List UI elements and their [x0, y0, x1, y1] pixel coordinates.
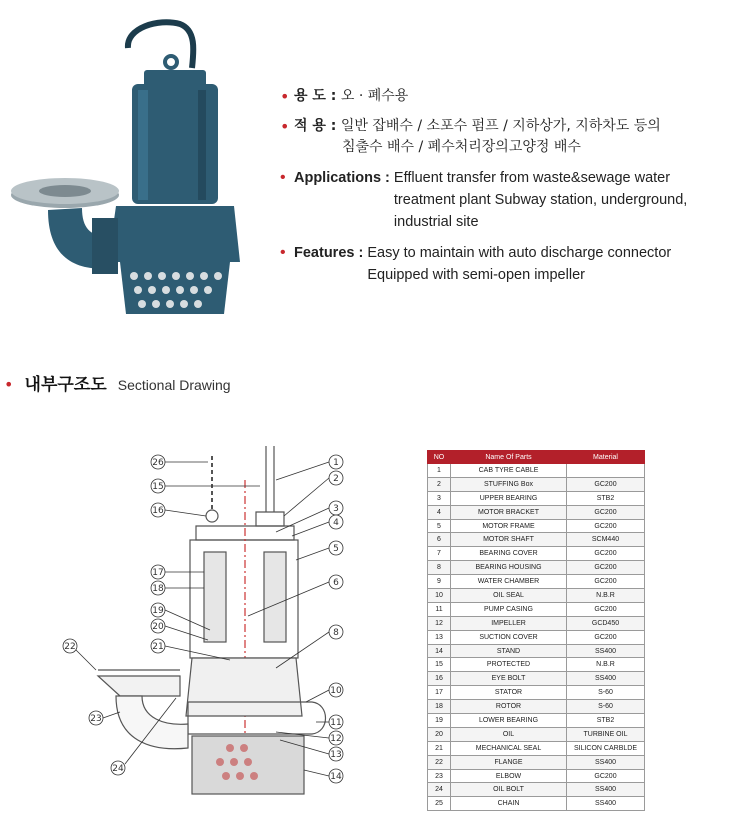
svg-text:23: 23 [90, 714, 102, 724]
callout-10 [306, 683, 343, 702]
bullet-icon: • [280, 169, 286, 186]
cell-material: GC200 [567, 561, 645, 575]
bullet-icon: • [4, 375, 14, 394]
table-row [428, 783, 645, 797]
table-row [428, 505, 645, 519]
cell-material: N.B.R [567, 589, 645, 603]
applications-line: treatment plant Subway station, underground, [393, 192, 688, 208]
svg-text:20: 20 [152, 622, 164, 632]
cell-no: 13 [428, 630, 451, 644]
cell-no: 3 [428, 491, 451, 505]
usage-label: 용 도 : [294, 88, 337, 104]
cell-material: S-60 [567, 700, 645, 714]
features-label: Features : [294, 245, 364, 261]
table-row [428, 686, 645, 700]
cell-name: STATOR [451, 686, 567, 700]
spec-list [278, 86, 733, 295]
cell-no: 24 [428, 783, 451, 797]
table-row [428, 700, 645, 714]
cell-material: GC200 [567, 575, 645, 589]
spec-application-ko [278, 116, 733, 158]
cell-material: GC200 [567, 602, 645, 616]
svg-text:24: 24 [112, 764, 124, 774]
usage-value: 오 · 폐수용 [340, 88, 409, 104]
table-row [428, 589, 645, 603]
cell-material: GC200 [567, 630, 645, 644]
cell-no: 12 [428, 616, 451, 630]
table-row [428, 533, 645, 547]
cell-no: 2 [428, 477, 451, 491]
table-row [428, 727, 645, 741]
cell-no: 20 [428, 727, 451, 741]
spec-applications [278, 167, 733, 233]
svg-text:4: 4 [333, 518, 339, 528]
cell-material: SS400 [567, 783, 645, 797]
table-row [428, 644, 645, 658]
callout-23 [89, 711, 120, 725]
svg-text:19: 19 [152, 606, 164, 616]
callout-18 [151, 581, 204, 595]
cell-no: 1 [428, 464, 451, 478]
cell-name: WATER CHAMBER [451, 575, 567, 589]
cell-material: GC200 [567, 519, 645, 533]
cell-no: 9 [428, 575, 451, 589]
cell-material: S-60 [567, 686, 645, 700]
cell-material: GC200 [567, 505, 645, 519]
svg-text:12: 12 [330, 734, 342, 744]
callout-17 [151, 565, 204, 579]
cell-name: LOWER BEARING [451, 714, 567, 728]
table-row [428, 755, 645, 769]
spec-usage [278, 86, 733, 107]
cell-no: 25 [428, 797, 451, 811]
cell-no: 4 [428, 505, 451, 519]
cell-material [567, 464, 645, 478]
cell-name: OIL SEAL [451, 589, 567, 603]
cell-name: OIL BOLT [451, 783, 567, 797]
table-row [428, 658, 645, 672]
svg-text:22: 22 [64, 642, 76, 652]
cell-material: STB2 [567, 491, 645, 505]
svg-text:21: 21 [152, 642, 164, 652]
cell-no: 15 [428, 658, 451, 672]
cell-no: 18 [428, 700, 451, 714]
cell-no: 14 [428, 644, 451, 658]
callout-22 [58, 636, 98, 676]
svg-text:15: 15 [152, 482, 164, 492]
table-row [428, 769, 645, 783]
cell-no: 7 [428, 547, 451, 561]
svg-text:17: 17 [152, 568, 164, 578]
cell-material: SS400 [567, 797, 645, 811]
cell-no: 5 [428, 519, 451, 533]
section-heading [4, 370, 231, 395]
cell-name: ROTOR [451, 700, 567, 714]
applications-line: industrial site [393, 214, 479, 230]
cell-no: 21 [428, 741, 451, 755]
svg-text:1: 1 [333, 458, 339, 468]
pump-photo [8, 10, 270, 328]
table-row [428, 616, 645, 630]
callout-5 [296, 541, 343, 560]
svg-text:5: 5 [333, 544, 339, 554]
parts-table [427, 450, 645, 811]
bullet-icon: • [280, 244, 286, 261]
svg-text:18: 18 [152, 584, 164, 594]
svg-text:6: 6 [333, 578, 339, 588]
cell-no: 8 [428, 561, 451, 575]
svg-text:8: 8 [333, 628, 339, 638]
svg-text:14: 14 [330, 772, 342, 782]
cell-no: 23 [428, 769, 451, 783]
cell-material: GC200 [567, 547, 645, 561]
table-row [428, 547, 645, 561]
cell-name: MOTOR FRAME [451, 519, 567, 533]
callout-20 [151, 619, 208, 640]
applications-label: Applications : [294, 170, 390, 186]
applications-value [394, 167, 687, 233]
cell-no: 19 [428, 714, 451, 728]
cell-material: GC200 [567, 769, 645, 783]
bullet-icon: • [280, 117, 290, 136]
cell-no: 22 [428, 755, 451, 769]
section-title-en: Sectional Drawing [117, 377, 231, 393]
cell-name: STUFFING Box [451, 477, 567, 491]
svg-text:3: 3 [333, 504, 339, 514]
features-line: Easy to maintain with auto discharge connector [367, 245, 672, 261]
table-row [428, 477, 645, 491]
header-material: Material [567, 451, 645, 464]
cell-material: N.B.R [567, 658, 645, 672]
table-row [428, 630, 645, 644]
header-no: NO [428, 451, 451, 464]
callout-11 [316, 715, 343, 729]
cell-name: BEARING HOUSING [451, 561, 567, 575]
cell-name: CAB TYRE CABLE [451, 464, 567, 478]
bullet-icon: • [280, 87, 290, 106]
cell-name: PROTECTED [451, 658, 567, 672]
cell-name: CHAIN [451, 797, 567, 811]
sectional-drawing [80, 440, 370, 810]
svg-text:16: 16 [152, 506, 164, 516]
cell-name: EYE BOLT [451, 672, 567, 686]
applications-line: Effluent transfer from waste&sewage water [393, 170, 671, 186]
table-row [428, 561, 645, 575]
features-value [367, 242, 671, 286]
cell-material: STB2 [567, 714, 645, 728]
svg-text:13: 13 [330, 750, 342, 760]
cell-material: SCM440 [567, 533, 645, 547]
cell-name: SUCTION COVER [451, 630, 567, 644]
callout-16 [151, 503, 206, 517]
application-ko-label: 적 용 : [294, 118, 337, 134]
cell-name: UPPER BEARING [451, 491, 567, 505]
table-header-row [428, 451, 645, 464]
cell-no: 16 [428, 672, 451, 686]
table-row [428, 797, 645, 811]
cell-name: PUMP CASING [451, 602, 567, 616]
table-row [428, 741, 645, 755]
table-row [428, 464, 645, 478]
cell-no: 11 [428, 602, 451, 616]
cell-material: GCD450 [567, 616, 645, 630]
cell-name: MOTOR SHAFT [451, 533, 567, 547]
cell-material: SS400 [567, 672, 645, 686]
cell-name: MECHANICAL SEAL [451, 741, 567, 755]
cell-name: STAND [451, 644, 567, 658]
cell-no: 6 [428, 533, 451, 547]
cell-no: 10 [428, 589, 451, 603]
callout-15 [151, 479, 260, 493]
application-ko-line2: 침출수 배수 / 폐수처리장의고양정 배수 [342, 139, 581, 155]
cell-material: GC200 [567, 477, 645, 491]
table-row [428, 602, 645, 616]
cell-no: 17 [428, 686, 451, 700]
header-name: Name Of Parts [451, 451, 567, 464]
cell-material: SILICON CARBLDE [567, 741, 645, 755]
table-row [428, 519, 645, 533]
cell-name: BEARING COVER [451, 547, 567, 561]
cell-name: IMPELLER [451, 616, 567, 630]
table-row [428, 491, 645, 505]
svg-text:2: 2 [333, 474, 339, 484]
table-row [428, 714, 645, 728]
table-row [428, 575, 645, 589]
cell-name: ELBOW [451, 769, 567, 783]
svg-text:26: 26 [152, 458, 164, 468]
cell-name: OIL [451, 727, 567, 741]
cell-name: MOTOR BRACKET [451, 505, 567, 519]
cell-name: FLANGE [451, 755, 567, 769]
cell-material: TURBINE OIL [567, 727, 645, 741]
application-ko-line1: 일반 잡배수 / 소포수 펌프 / 지하상가, 지하차도 등의 [340, 118, 661, 134]
callout-14 [304, 769, 343, 783]
table-row [428, 672, 645, 686]
section-title-ko: 내부구조도 [24, 375, 107, 395]
features-line: Equipped with semi-open impeller [367, 267, 585, 283]
svg-text:11: 11 [330, 718, 342, 728]
callout-26 [151, 455, 208, 469]
spec-features [278, 242, 733, 286]
callout-6 [248, 575, 343, 616]
svg-text:10: 10 [330, 686, 342, 696]
cell-material: SS400 [567, 644, 645, 658]
callout-4 [292, 515, 343, 536]
cell-material: SS400 [567, 755, 645, 769]
